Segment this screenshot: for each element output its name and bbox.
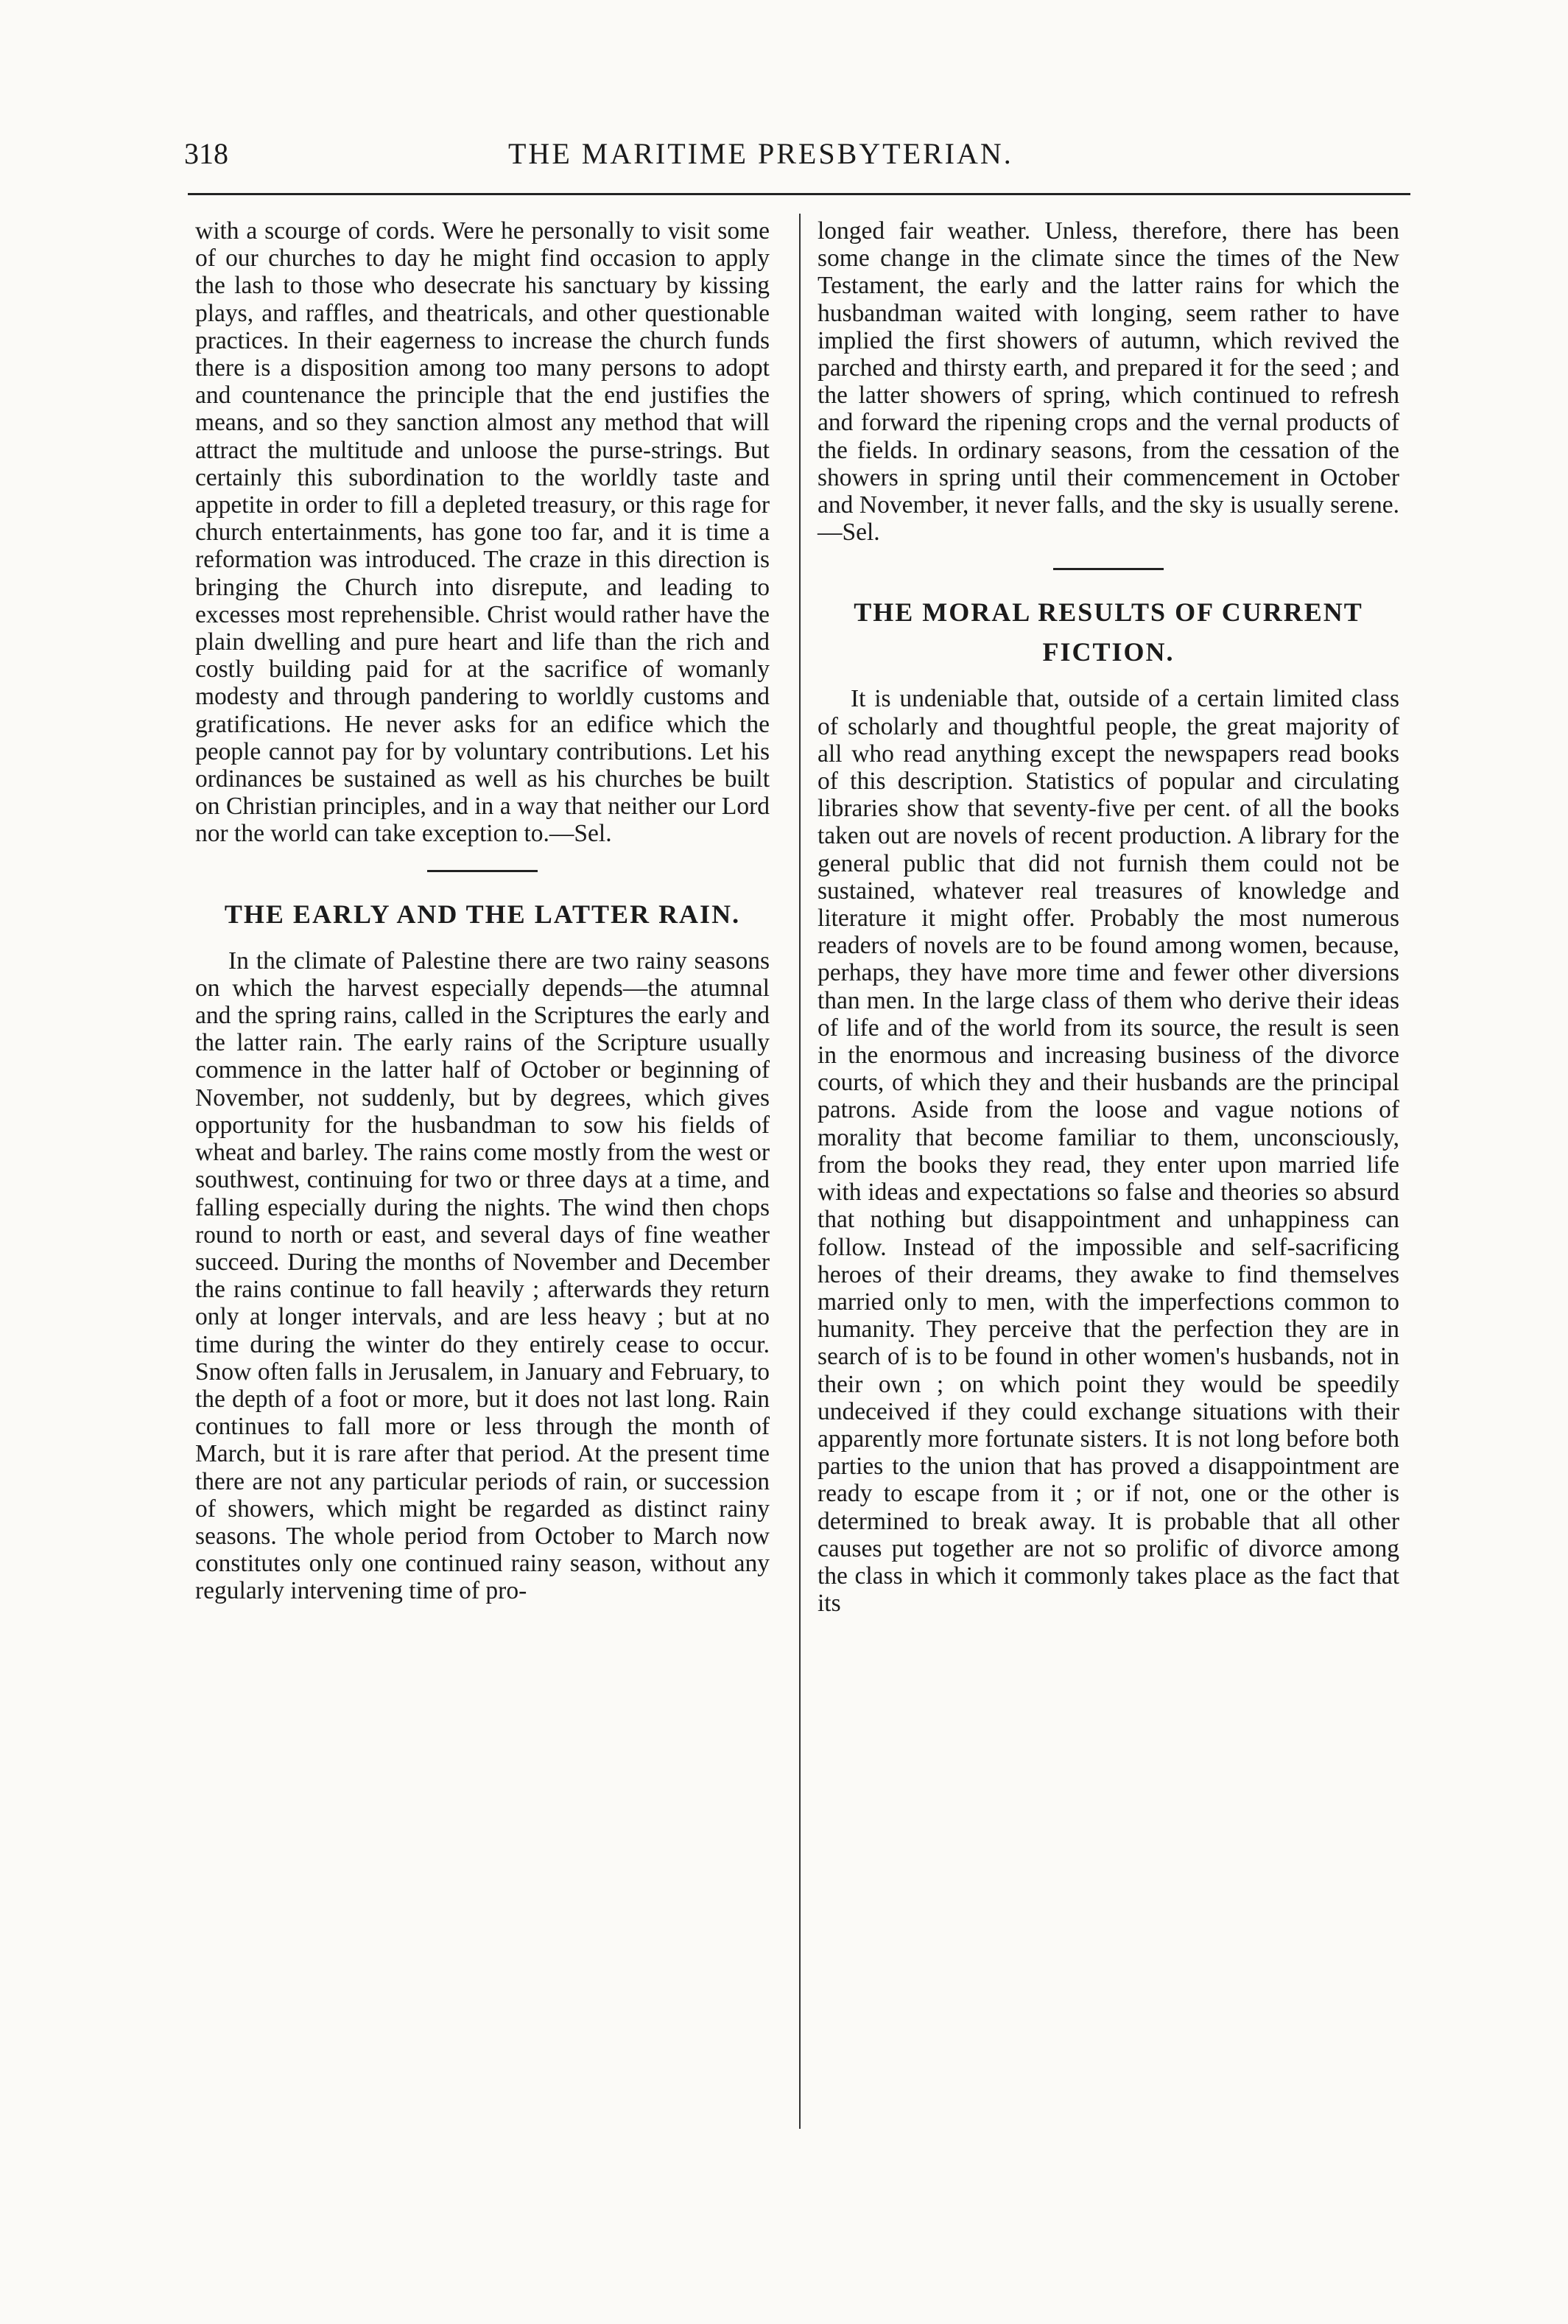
article-paragraph: It is undeniable that, outside of a certain limited class of scholarly and thoughtful people, the great majority of all who read anything except the newspapers read books of this description. Statistics of popular and circulating libraries show that seventy-five per cent. of all the books taken out are novels of recent production. A library for the general public that did not furnish them could not be sustained, whatever real treasures of knowledge and literature it might offer. Probably the most numerous readers of novels are to be found among women, because, perhaps, they have more time and fewer other diversions than men. In the large class of them who derive their ideas of life and of the world from its source, the result is seen in the enormous and increasing business of the divorce courts, of which they and their husbands are the principal patrons. Aside from the loose and vague notions of morality that become familiar to them, unconsciously, from the books they read, they enter upon married life with ideas and expectations so false and theories so absurd that nothing but disappointment and unhappiness can follow. Instead of the impossible and self-sacrificing heroes of their dreams, they awake to find themselves married only to men, with the imperfections common to humanity. They perceive that the perfection they are in search of is to be found in other women's husbands, not in their own ; on which point they would be speedily undeceived if they could exchange situations with their apparently more fortunate sisters. It is not long before both parties to the union that has proved a disappointment are ready to escape from it ; or if not, one or the other is determined to break away. It is probable that all other causes put together are not so prolific of divorce among the class in which it commonly takes place as the fact that its <box>818 685 1399 1618</box>
article-title: THE EARLY AND THE LATTER RAIN. <box>224 899 741 929</box>
column-divider <box>799 214 801 2129</box>
page-header <box>184 136 1436 180</box>
continued-paragraph: with a scourge of cords. Were he personally to visit some of our churches to day he might find occasion to apply the lash to those who desecrate his sanctuary by kissing plays, and raffles, and theatricals, and other questionable practices. In their eagerness to increase the church funds there is a disposition among too many persons to adopt and countenance the principle that the end justifies the means, and so they sanction almost any method that will attract the multitude and unloose the purse-strings. But certainly this subordination to the worldly taste and appetite in order to fill a depleted treasury, or this rage for church entertainments, has gone too far, and it is time a reformation was introduced. The craze in this direction is bringing the Church into disrepute, and leading to excesses most reprehensible. Christ would rather have the plain dwelling and pure heart and life than the rich and costly building paid for at the sacrifice of womanly modesty and through pandering to worldly customs and gratifications. He never asks for an edifice which the people cannot pay for by voluntary contributions. Let his ordinances be sustained as well as his churches be built on Christian principles, and in a way that neither our Lord nor the world can take exception to.—Sel. <box>195 217 770 848</box>
running-title: THE MARITIME PRESBYTERIAN. <box>508 137 1013 170</box>
section-separator <box>427 870 538 872</box>
left-column <box>195 217 770 1605</box>
continued-paragraph: longed fair weather. Unless, therefore, there has been some change in the climate since the times of the New Testament, the early and the latter rains for which the husbandman waited with longing, seem rather to have implied the first showers of autumn, which revived the parched and thirsty earth, and prepared it for the seed ; and the latter showers of spring, which continued to refresh and forward the ripening crops and the vernal products of the fields. In ordinary seasons, from the cessation of the showers in spring until their commencement in October and November, it never falls, and the sky is usually serene.—Sel. <box>818 217 1399 547</box>
page-number: 318 <box>184 137 228 170</box>
article-paragraph: In the climate of Palestine there are two rainy seasons on which the harvest especially depends—the atumnal and the spring rains, called in the Scriptures the early and the latter rain. The early rains of the Scripture usually commence in the latter half of October or beginning of November, not suddenly, but by degrees, which gives opportunity for the husbandman to sow his fields of wheat and barley. The rains come mostly from the west or southwest, continuing for two or three days at a time, and falling especially during the nights. The wind then chops round to north or east, and several days of fine weather succeed. During the months of November and December the rains continue to fall heavily ; afterwards they return only at longer intervals, and are less heavy ; but at no time during the winter do they entirely cease to occur. Snow often falls in Jerusalem, in January and February, to the depth of a foot or more, but it does not last long. Rain continues to fall more or less through the month of March, but it is rare after that period. At the present time there are not any particular periods of rain, or succession of showers, which might be regarded as distinct rainy seasons. The whole period from October to March now constitutes only one continued rainy season, without any regularly intervening time of pro- <box>195 947 770 1605</box>
article-title-line-1: THE MORAL RESULTS OF CURRENT <box>854 597 1363 628</box>
header-rule <box>188 193 1410 195</box>
article-title-line-2: FICTION. <box>1042 637 1175 667</box>
right-column <box>818 217 1399 1617</box>
section-separator <box>1053 568 1164 570</box>
